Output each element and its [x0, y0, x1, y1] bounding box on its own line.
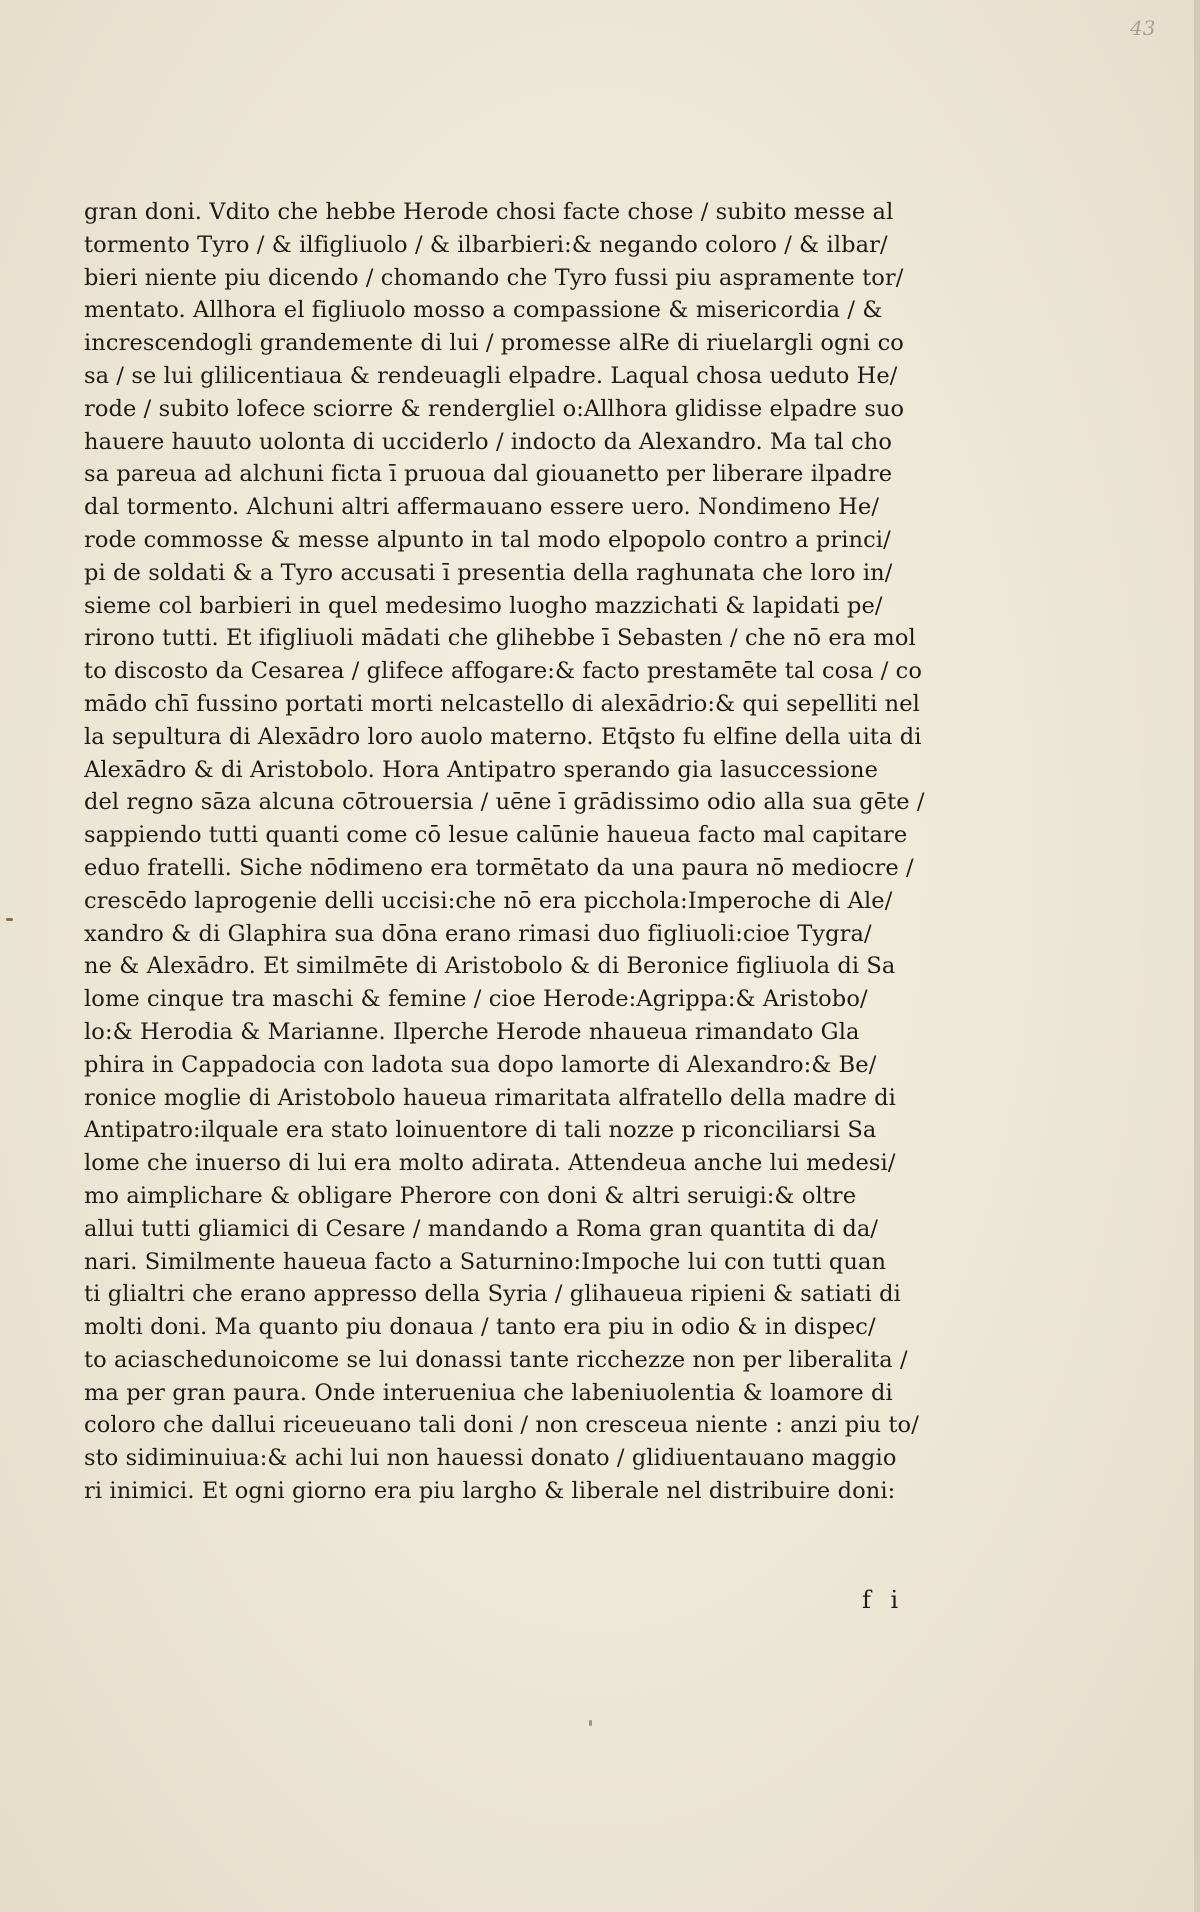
text-line: to aciaschedunoicome se lui donassi tante ricchezze non per liberalita /: [84, 1346, 908, 1373]
text-line: Alexādro & di Aristobolo. Hora Antipatro sperando gia lasuccessione: [84, 756, 879, 783]
text-line: Antipatro:ilquale era stato loinuentore di tali nozze p riconciliarsi Sa: [84, 1117, 877, 1144]
text-line: del regno sāza alcuna cōtrouersia / uēne ī grādissimo odio alla sua gēte /: [84, 789, 925, 816]
text-line: xandro & di Glaphira sua dōna erano rimasi duo figliuoli:cioe Tygra/: [84, 920, 872, 947]
text-line: molti doni. Ma quanto piu donaua / tanto era piu in odio & in dispec/: [84, 1314, 876, 1341]
text-line: mentato. Allhora el figliuolo mosso a compassione & misericordia / &: [84, 297, 883, 324]
text-line: gran doni. Vdito che hebbe Herode chosi facte chose / subito messe al: [84, 199, 894, 225]
text-line: allui tutti gliamici di Cesare / mandando a Roma gran quantita di da/: [84, 1215, 879, 1242]
text-line: phira in Cappadocia con ladota sua dopo lamorte di Alexandro:& Be/: [84, 1051, 877, 1078]
text-line: pi de soldati & a Tyro accusati ī presentia della raghunata che loro in/: [84, 559, 893, 586]
paper-speck: [589, 1720, 592, 1726]
text-line: crescēdo laprogenie delli uccisi:che nō era picchola:Imperoche di Ale/: [84, 887, 893, 914]
text-line: mādo chī fussino portati morti nelcastello di alexādrio:& qui sepelliti nel: [84, 690, 920, 717]
margin-ink-spot: [6, 918, 13, 921]
text-line: tormento Tyro / & ilfigliuolo / & ilbarbieri:& negando coloro / & ilbar/: [84, 231, 888, 258]
text-line: sappiendo tutti quanti come cō lesue calūnie haueua facto mal capitare: [84, 822, 908, 849]
text-line: increscendogli grandemente di lui / promesse alRe di riuelargli ogni co: [84, 330, 904, 357]
text-line: eduo fratelli. Siche nōdimeno era tormētato da una paura nō mediocre /: [84, 854, 914, 881]
text-line: coloro che dallui riceueuano tali doni / non cresceua niente : anzi piu to/: [84, 1412, 919, 1439]
text-line: nari. Similmente haueua facto a Saturnino:Impoche lui con tutti quan: [84, 1248, 887, 1275]
folio-number: 43: [1130, 16, 1156, 40]
text-line: ri inimici. Et ogni giorno era piu largho & liberale nel distribuire doni:: [84, 1478, 896, 1505]
text-line: sto sidiminuiua:& achi lui non hauessi donato / glidiuentauano maggio: [84, 1445, 897, 1472]
text-line: hauere hauuto uolonta di ucciderlo / indocto da Alexandro. Ma tal cho: [84, 428, 893, 455]
text-line: rode commosse & messe alpunto in tal modo elpopolo contro a princi/: [84, 526, 891, 553]
text-line: sieme col barbieri in quel medesimo luogho mazzichati & lapidati pe/: [84, 592, 883, 619]
text-line: lome che inuerso di lui era molto adirata. Attendeua anche lui medesi/: [84, 1150, 896, 1177]
text-line: mo aimplichare & obligare Pherore con doni & altri seruigi:& oltre: [84, 1182, 857, 1209]
text-line: ne & Alexādro. Et similmēte di Aristobolo & di Beronice figliuola di Sa: [84, 953, 896, 980]
text-line: sa / se lui glilicentiaua & rendeuagli elpadre. Laqual chosa ueduto He/: [84, 362, 898, 389]
text-line: sa pareua ad alchuni ficta ī pruoua dal giouanetto per liberare ilpadre: [84, 461, 893, 488]
text-line: dal tormento. Alchuni altri affermauano essere uero. Nondimeno He/: [84, 494, 880, 521]
text-line: bieri niente piu dicendo / chomando che Tyro fussi piu aspramente tor/: [84, 264, 904, 291]
text-line: ti glialtri che erano appresso della Syria / glihaueua ripieni & satiati di: [84, 1281, 901, 1308]
text-line: rode / subito lofece sciorre & rendergliel o:Allhora glidisse elpadre suo: [84, 395, 905, 422]
text-line: lo:& Herodia & Marianne. Ilperche Herode nhaueua rimandato Gla: [84, 1018, 860, 1045]
text-line: la sepultura di Alexādro loro auolo materno. Etq̄sto fu elfine della uita di: [84, 723, 922, 750]
text-line: rirono tutti. Et ifigliuoli mādati che glihebbe ī Sebasten / che nō era mol: [84, 625, 916, 652]
text-line: ronice moglie di Aristobolo haueua rimaritata alfratello della madre di: [84, 1084, 896, 1111]
signature-mark: f i: [862, 1586, 905, 1614]
text-line: lome cinque tra maschi & femine / cioe Herode:Agrippa:& Aristobo/: [84, 986, 868, 1013]
text-block: [84, 196, 934, 1508]
text-line: ma per gran paura. Onde interueniua che labeniuolentia & loamore di: [84, 1379, 893, 1406]
text-line: to discosto da Cesarea / glifece affogare:& facto prestamēte tal cosa / co: [84, 658, 922, 685]
